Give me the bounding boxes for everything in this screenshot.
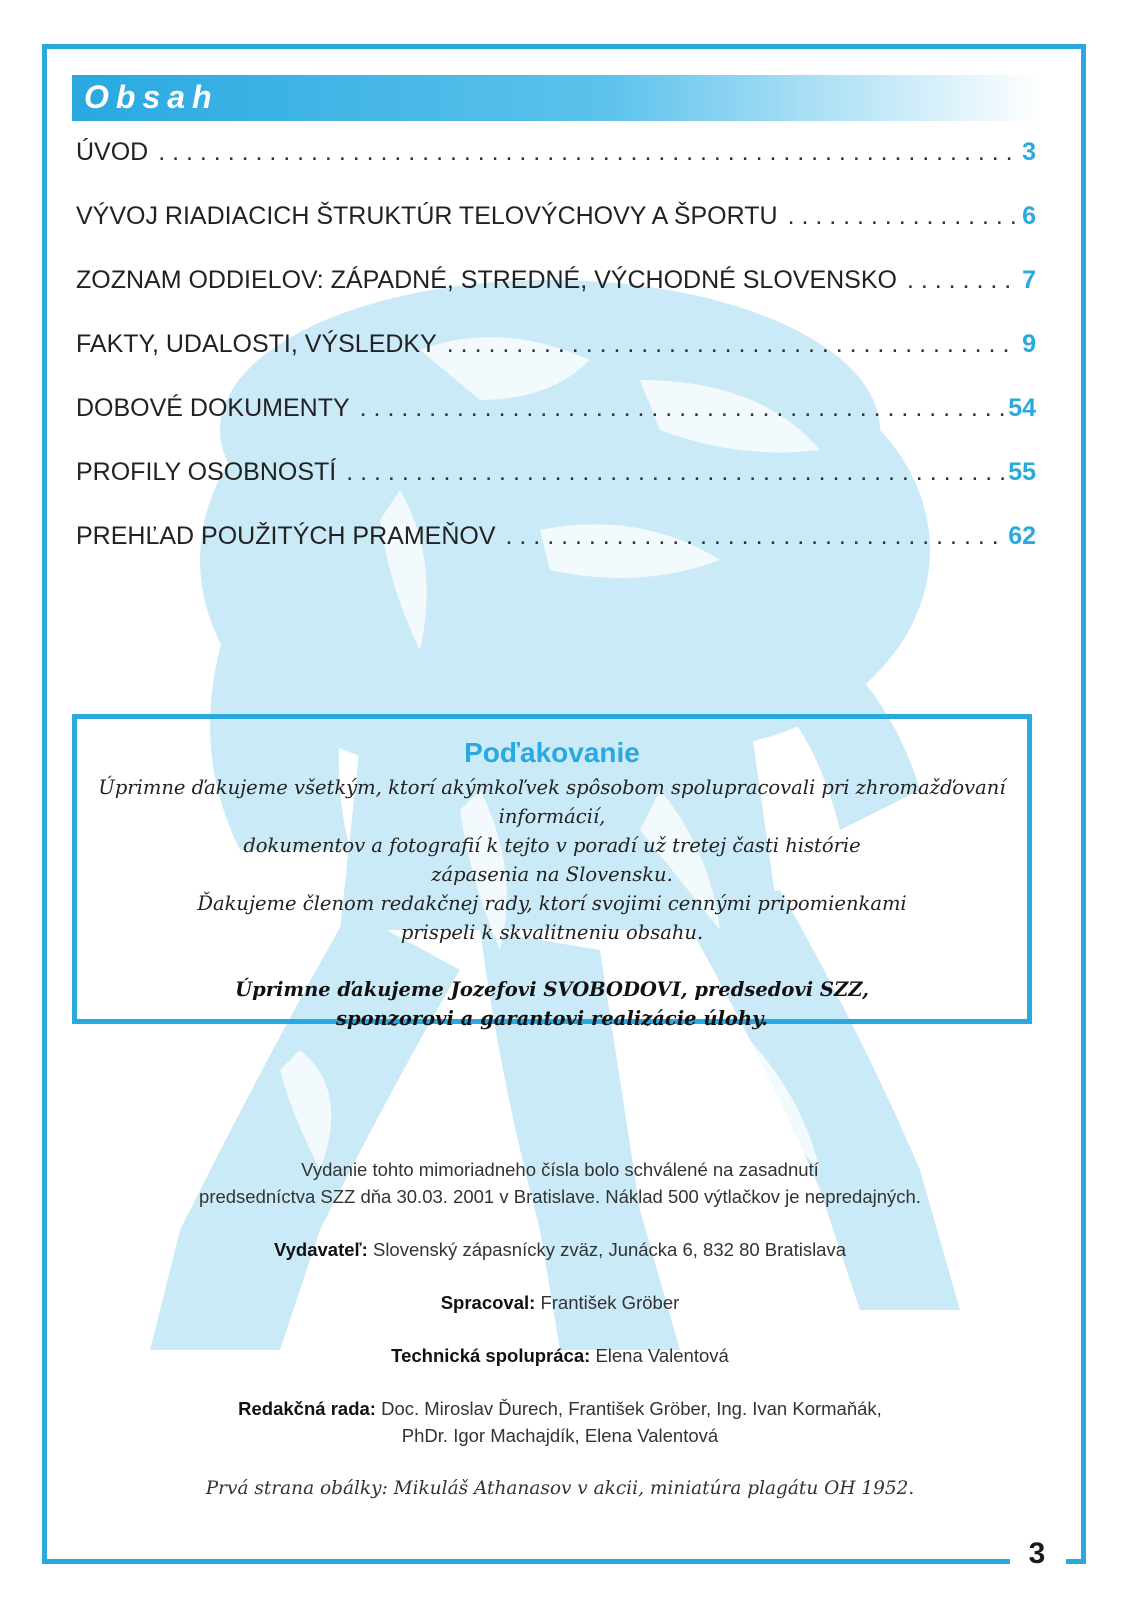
editorial-board-line-2: PhDr. Igor Machajdík, Elena Valentová: [401, 1425, 719, 1446]
cover-note: Prvá strana obálky: Mikuláš Athanasov v akcii, miniatúra plagátu OH 1952.: [205, 1478, 915, 1499]
compiled-label: Spracoval:: [440, 1292, 536, 1313]
acknowledgement-heading: Poďakovanie: [464, 737, 640, 768]
acknowledgement-strong-line: Úprimne ďakujeme Jozefovi SVOBODOVI, predsedovi SZZ,: [235, 978, 869, 1001]
acknowledgement-line: dokumentov a fotografií k tejto v poradí už tretej časti histórie: [243, 834, 861, 857]
toc-entry-governance[interactable]: [76, 202, 1036, 266]
publisher-label: Vydavateľ:: [273, 1239, 368, 1260]
toc-entry-sources[interactable]: [76, 522, 1036, 586]
publisher-line: [80, 1236, 1040, 1263]
technical-value: Elena Valentová: [595, 1345, 729, 1366]
toc-entry-title: DOBOVÉ DOKUMENTY: [76, 394, 350, 422]
toc-entry-page: 55: [1008, 458, 1036, 486]
toc-entry-title: ZOZNAM ODDIELOV: ZÁPADNÉ, STREDNÉ, VÝCHODNÉ SLOVENSKO: [76, 266, 897, 294]
toc-entry-title: ÚVOD: [76, 138, 149, 166]
editorial-board-line: [80, 1395, 1040, 1422]
page-number: 3: [1028, 1537, 1046, 1570]
publisher-value: Slovenský zápasnícky zväz, Junácka 6, 832 80 Bratislava: [372, 1239, 847, 1260]
acknowledgement-line: prispeli k skvalitneniu obsahu.: [400, 921, 704, 944]
technical-line: [80, 1342, 1040, 1369]
toc-entry-page: 62: [1008, 522, 1036, 550]
board-value: Doc. Miroslav Ďurech, František Gröber, Ing. Ivan Kormaňák,: [381, 1398, 882, 1419]
colophon: [80, 1156, 1040, 1502]
toc-entry-profiles[interactable]: [76, 458, 1036, 522]
toc-leader-dots: [788, 202, 1019, 231]
compiled-value: František Gröber: [540, 1292, 680, 1313]
toc-entry-title: VÝVOJ RIADIACICH ŠTRUKTÚR TELOVÝCHOVY A ŠPORTU: [76, 202, 778, 230]
compiled-line: [80, 1289, 1040, 1316]
toc-leader-dots: [907, 266, 1018, 295]
toc-leader-dots: [506, 522, 1005, 551]
acknowledgement-text: [77, 773, 1027, 947]
toc-leader-dots: [346, 458, 1004, 487]
toc-entry-clubs[interactable]: [76, 266, 1036, 330]
toc-entry-page: 54: [1008, 394, 1036, 422]
acknowledgement-line: Úprimne ďakujeme všetkým, ktorí akýmkoľvek spôsobom spolupracovali pri zhromažďovaní informácií,: [98, 776, 1006, 828]
toc-entry-page: 6: [1022, 202, 1036, 230]
acknowledgement-strong-line: sponzorovi a garantovi realizácie úlohy.: [336, 1007, 768, 1030]
table-of-contents: [76, 138, 1036, 586]
toc-entry-title: FAKTY, UDALOSTI, VÝSLEDKY: [76, 330, 437, 358]
toc-entry-page: 7: [1022, 266, 1036, 294]
contents-title: Obsah: [84, 79, 219, 115]
toc-entry-title: PROFILY OSOBNOSTÍ: [76, 458, 337, 486]
acknowledgement-sponsor-text: [77, 975, 1027, 1033]
approval-line: predsedníctva SZZ dňa 30.03. 2001 v Bratislave. Náklad 500 výtlačkov je nepredajných.: [199, 1186, 921, 1207]
toc-leader-dots: [447, 330, 1018, 359]
toc-entry-page: 9: [1022, 330, 1036, 358]
board-label: Redakčná rada:: [238, 1398, 376, 1419]
acknowledgement-box: [72, 714, 1032, 1030]
toc-entry-title: PREHĽAD POUŽITÝCH PRAMEŇOV: [76, 522, 496, 550]
toc-leader-dots: [360, 394, 1005, 423]
toc-entry-facts[interactable]: [76, 330, 1036, 394]
contents-title-bar: [72, 75, 1042, 121]
technical-label: Technická spolupráca:: [391, 1345, 591, 1366]
acknowledgement-line: zápasenia na Slovensku.: [431, 863, 673, 886]
toc-entry-page: 3: [1022, 138, 1036, 166]
approval-line: Vydanie tohto mimoriadneho čísla bolo schválené na zasadnutí: [301, 1159, 819, 1180]
acknowledgement-line: Ďakujeme členom redakčnej rady, ktorí svojimi cennými pripomienkami: [197, 892, 907, 915]
toc-leader-dots: [158, 138, 1018, 167]
toc-entry-documents[interactable]: [76, 394, 1036, 458]
toc-entry-intro[interactable]: [76, 138, 1036, 202]
